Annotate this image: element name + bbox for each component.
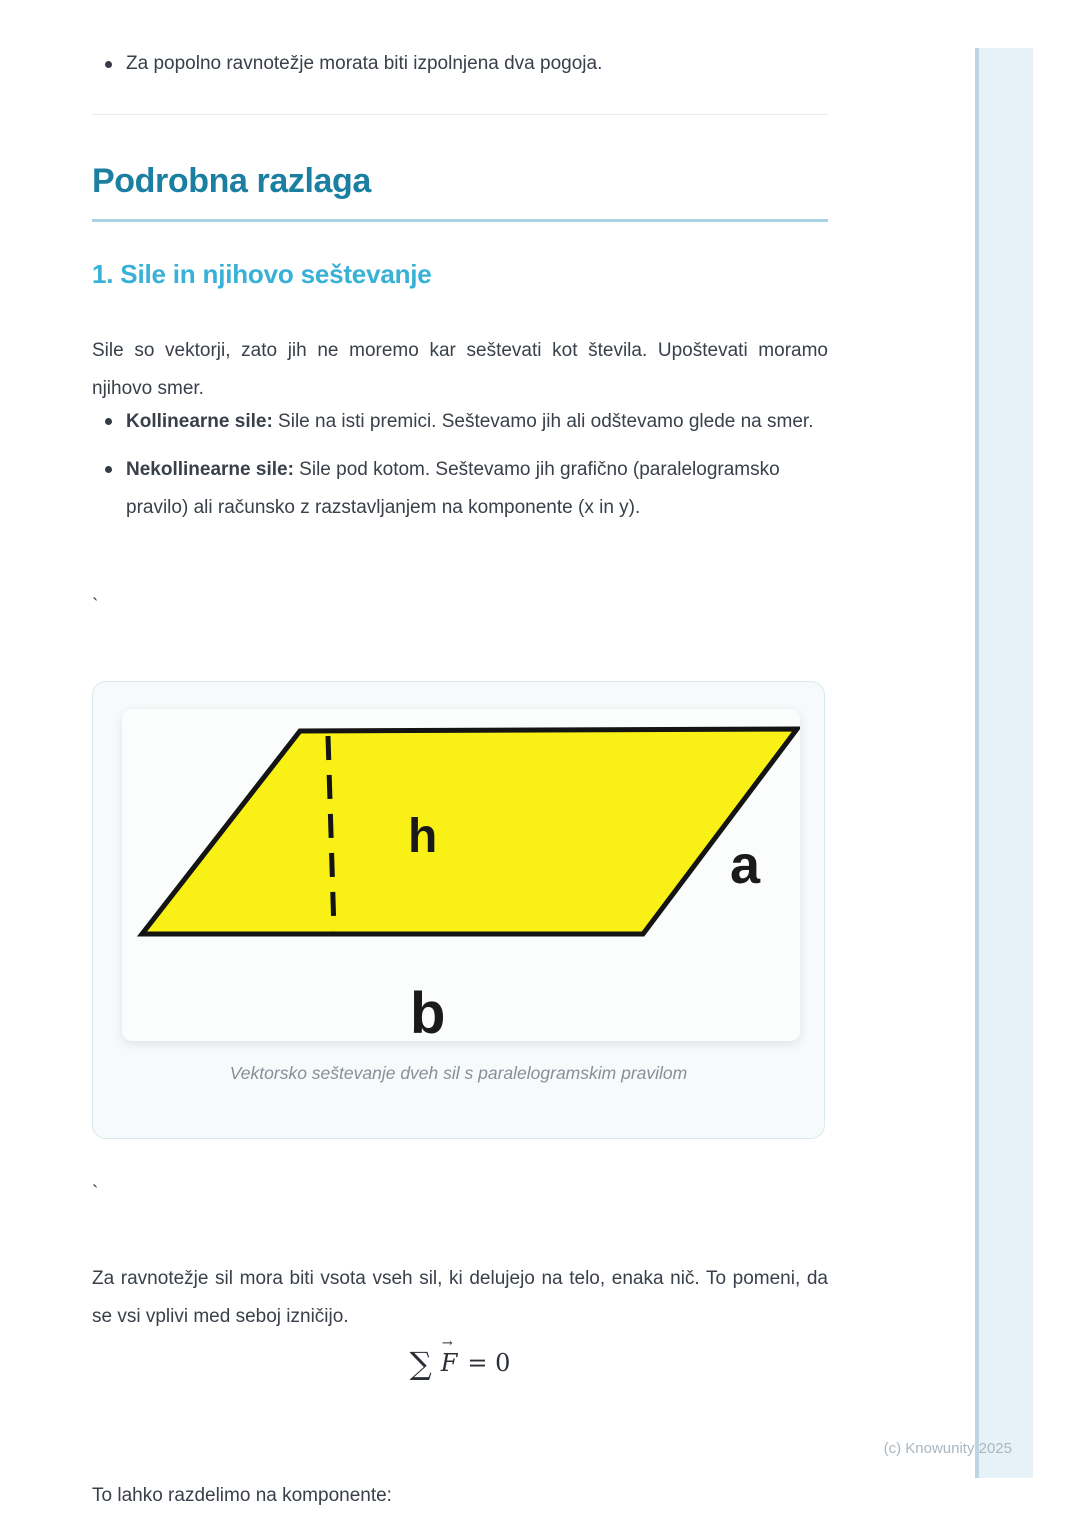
intro-bullet-text: Za popolno ravnotežje morata biti izpolnjena dva pogoja. bbox=[126, 53, 603, 74]
figure-label-a: a bbox=[730, 835, 761, 895]
figure-image bbox=[122, 709, 800, 1041]
bullet-bold-label: Kollinearne sile: bbox=[126, 411, 273, 432]
equals-zero: = 0 bbox=[467, 1349, 511, 1377]
bullet-item-collinear bbox=[92, 403, 828, 441]
bullet-dot-icon bbox=[105, 466, 112, 473]
paragraph-equilibrium: Za ravnotežje sil mora biti vsota vseh sil, ki delujejo na telo, enaka nič. To pomeni, da se vsi vplivi med seboj izničijo. bbox=[92, 1268, 828, 1327]
parallelogram-figure bbox=[122, 709, 800, 1041]
section-title: Podrobna razlaga bbox=[92, 162, 371, 200]
figure-label-h: h bbox=[408, 810, 438, 863]
bullet-item-noncollinear bbox=[92, 451, 828, 527]
vector-arrow-icon: → bbox=[441, 1336, 453, 1351]
sum-symbol: ∑ bbox=[409, 1346, 432, 1382]
formula-sum-forces bbox=[92, 1336, 828, 1382]
bullet-body-text: Sile pod kotom. Seštevamo jih grafično (paralelogramsko pravilo) ali računsko z razstavljanjem na komponente (x in y). bbox=[126, 459, 780, 518]
figure-card bbox=[92, 681, 825, 1139]
bullet-text bbox=[126, 403, 813, 441]
bullet-dot-icon bbox=[105, 61, 112, 68]
force-symbol: F bbox=[440, 1349, 458, 1377]
paragraph-components: To lahko razdelimo na komponente: bbox=[92, 1485, 392, 1506]
bullet-body-text: Sile na isti premici. Seštevamo jih ali odštevamo glede na smer. bbox=[272, 411, 814, 432]
stray-backtick: ` bbox=[92, 1183, 99, 1204]
paragraph-forces-vectors: Sile so vektorji, zato jih ne moremo kar seštevati kot števila. Upoštevati moramo njihovo smer. bbox=[92, 340, 828, 399]
copyright-watermark: (c) Knowunity 2025 bbox=[883, 1440, 1012, 1457]
stray-backtick: ` bbox=[92, 596, 99, 617]
intro-bullet-item bbox=[92, 50, 828, 78]
bullet-list bbox=[92, 403, 828, 537]
force-vector-symbol bbox=[439, 1336, 460, 1377]
figure-label-b: b bbox=[410, 981, 446, 1041]
parallelogram-shape bbox=[142, 729, 797, 934]
section-divider bbox=[92, 114, 828, 115]
section-title-underline bbox=[92, 219, 828, 222]
scrollbar-strip[interactable] bbox=[975, 48, 1033, 1478]
bullet-text bbox=[126, 451, 828, 527]
figure-caption: Vektorsko seštevanje dveh sil s paralelogramskim pravilom bbox=[229, 1063, 688, 1083]
subsection-title: 1. Sile in njihovo seštevanje bbox=[92, 259, 432, 289]
bullet-bold-label: Nekollinearne sile: bbox=[126, 459, 294, 480]
bullet-dot-icon bbox=[105, 418, 112, 425]
